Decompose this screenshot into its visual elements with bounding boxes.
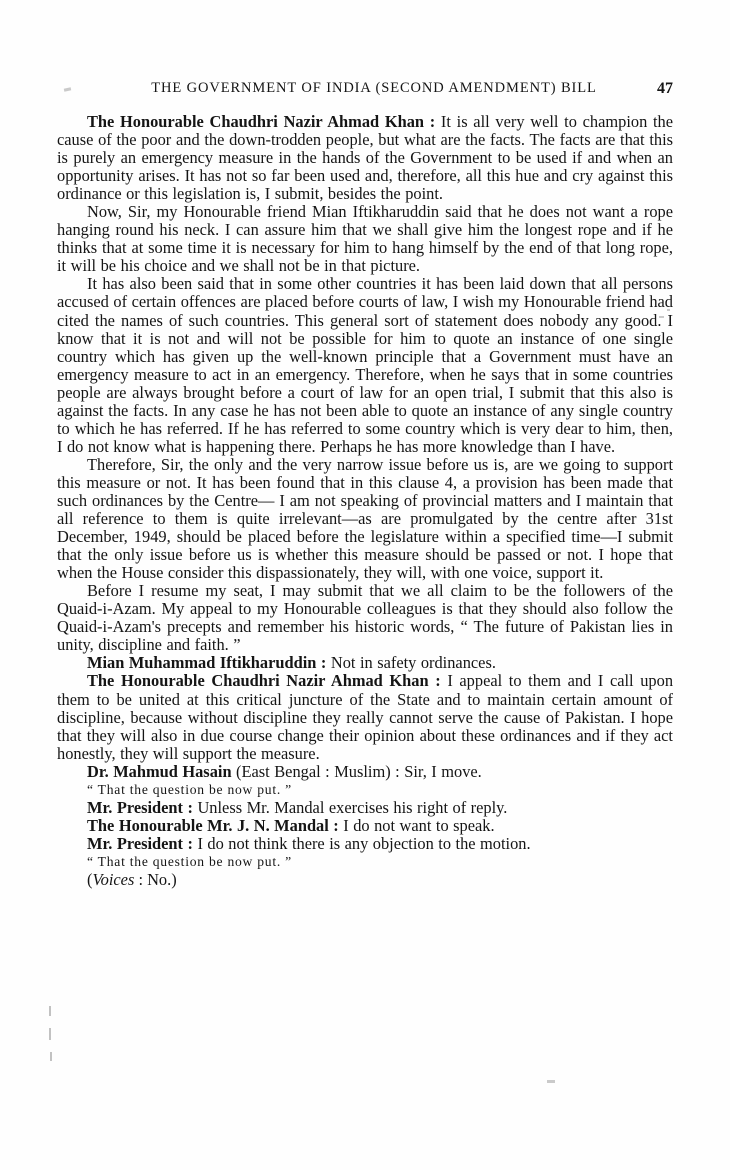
paragraph — [57, 582, 673, 654]
voices-line — [57, 871, 673, 889]
paragraph-text: It is all very well to champion the cause of the poor and the down-trodden people, but what are the facts. The facts are that this is purely an emergency measure in the hands of the Government to be used if and when an opportunity arises. It has not so far been used and, therefore, all this hue and cry against this ordinance or this legislation is, I submit, besides the point. — [57, 112, 674, 204]
speech-body — [57, 113, 673, 654]
speaker-name: Mr. President : — [87, 797, 193, 817]
speaker-name: Dr. Mahmud Hasain — [87, 761, 232, 781]
dialogue-line — [57, 835, 673, 853]
voices-text: : No.) — [134, 869, 177, 889]
quoted-motion: “ That the question be now put. ” — [87, 853, 292, 869]
margin-artifact — [50, 1052, 52, 1061]
page-number: 47 — [657, 80, 673, 97]
running-head — [57, 80, 673, 102]
dialogue-text: I do not want to speak. — [338, 815, 495, 835]
margin-artifact — [49, 1006, 51, 1016]
dialogue-line — [57, 817, 673, 835]
speaker-name: Mian Muhammad Iftikharuddin : — [87, 653, 327, 673]
speaker-name: Mr. President : — [87, 833, 193, 853]
dialogue-line — [57, 654, 673, 672]
speaker-name: The Honourable Chaudhri Nazir Ahmad Khan : — [87, 671, 441, 691]
paragraph-text: Now, Sir, my Honourable friend Mian Iftikharuddin said that he does not want a rope hanging round his neck. I can assure him that we shall give him the longest rope and if he thinks that at some time it is necessary for him to hang himself by the end of that long rope, it will be his choice and we shall not be in that picture. — [57, 202, 673, 276]
speaker-name: The Honourable Mr. J. N. Mandal : — [87, 815, 339, 835]
dialogue-text: Not in safety ordinances. — [326, 653, 496, 673]
voices-prefix: ( — [87, 869, 93, 889]
dialogue-text: Unless Mr. Mandal exercises his right of reply. — [192, 797, 508, 817]
paragraph-text: Before I resume my seat, I may submit that we all claim to be the followers of the Quaid-i-Azam. My appeal to my Honourable colleagues is that they should also follow the Quaid-i-Azam's precepts and remember his historic words, “ The future of Pakistan lies in unity, discipline and faith. ” — [57, 581, 673, 655]
dialogue-line — [57, 672, 673, 762]
page-content — [57, 80, 673, 889]
paragraph — [57, 275, 673, 455]
paragraph — [57, 456, 673, 582]
voices-label: Voices — [92, 869, 135, 889]
dialogue-text: (East Bengal : Muslim) : Sir, I move. — [231, 761, 482, 781]
dialogue-line — [57, 763, 673, 781]
paragraph-text: Therefore, Sir, the only and the very narrow issue before us is, are we going to support this measure or not. It has been found that in this clause 4, a provision has been made that such ordinances by the Centre— I am not speaking of provincial matters and I maintain that all reference to them is quite irrelevant—as are promulgated by the centre after 31st December, 1949, should be placed before the legislature within a specified time—I submit that the only issue before us is whether this measure should be passed or not. I hope that when the House consider this dispassionately, they will, with one voice, support it. — [57, 454, 673, 583]
dialogue-text: I do not think there is any objection to the motion. — [192, 833, 531, 853]
paragraph — [57, 113, 673, 203]
margin-artifact — [49, 1028, 51, 1040]
paragraph-text: It has also been said that in some other countries it has been laid down that all persons accused of certain offences are placed before courts of law, I wish my Honourable friend had cited the names of such countries. This general sort of statement does nobody any good. I know that it is not and will not be possible for him to quote an instance of one single country which has given up the well-known principle that a Government must have an emergency measure to act in an emergency. Therefore, when he says that in some countries people are always brought before a court of law for an open trial, I submit that this also is against the facts. In any case he has not been able to quote an instance of any single country to which he has referred. If he has referred to some country which is very dear to him, then, I do not know what is happening there. Perhaps he has more knowledge than I have. — [57, 274, 673, 456]
paragraph — [57, 203, 673, 275]
dialogue-body — [57, 654, 673, 889]
dialogue-text: I appeal to them and I call upon them to be united at this critical juncture of the State and to maintain certain amount of discipline, because without discipline they really cannot serve the cause of Pakistan. I hope that they will also in due course change their opinion about these ordinances and if they act honestly, they will support the measure. — [57, 671, 674, 763]
quoted-motion: “ That the question be now put. ” — [87, 781, 292, 797]
speaker-name: The Honourable Chaudhri Nazir Ahmad Khan : — [87, 112, 436, 131]
dialogue-line — [57, 799, 673, 817]
running-head-title: THE GOVERNMENT OF INDIA (SECOND AMENDMENT) BILL — [151, 80, 597, 96]
scan-speck — [547, 1080, 555, 1083]
